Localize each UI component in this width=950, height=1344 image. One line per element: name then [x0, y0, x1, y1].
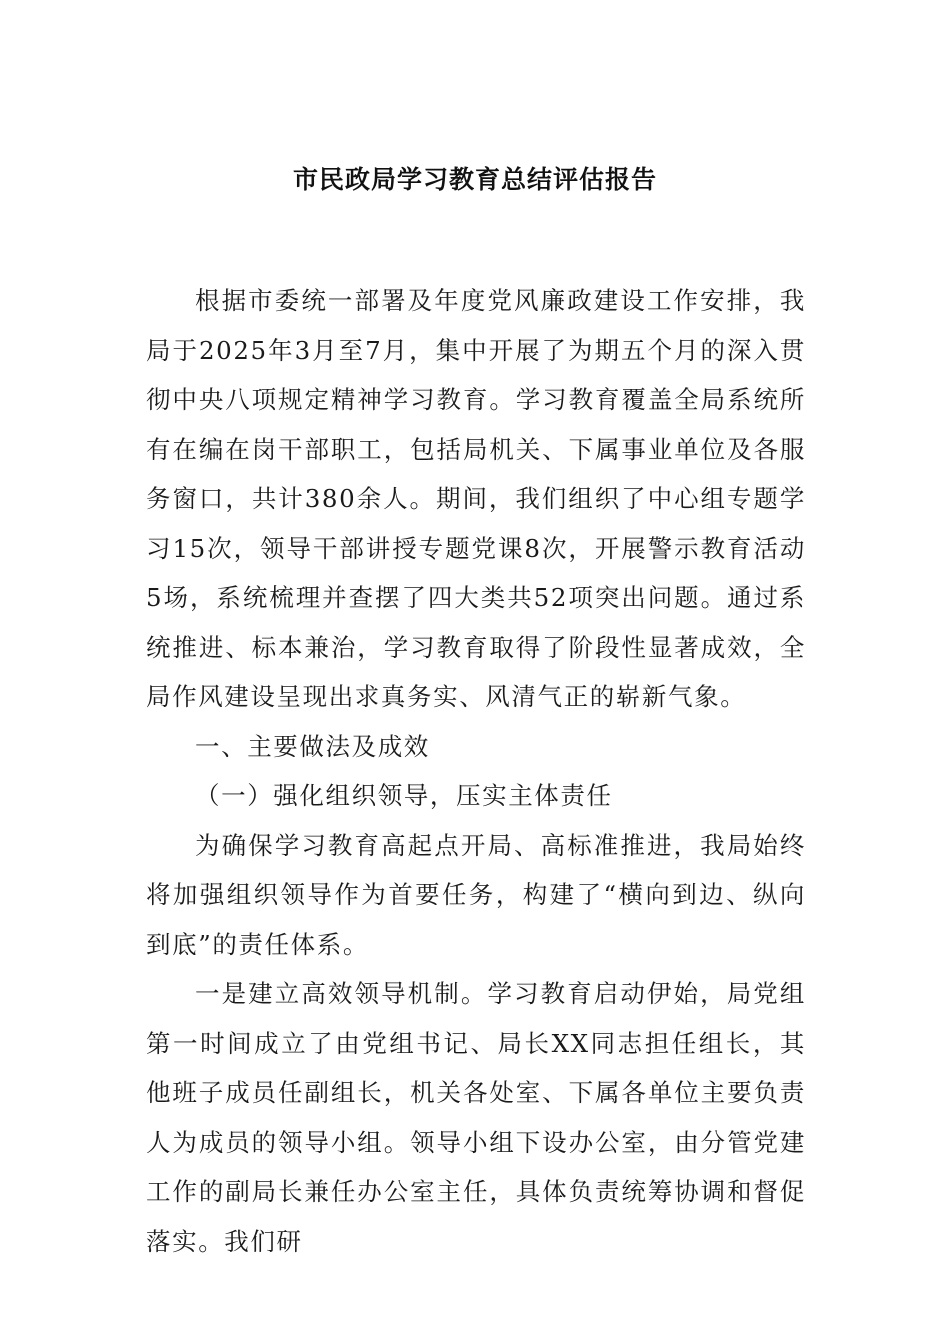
intro-paragraph: 根据市委统一部署及年度党风廉政建设工作安排，我局于2025年3月至7月，集中开展了为期五个月的深入贯彻中央八项规定精神学习教育。学习教育覆盖全局系统所有在编在岗干部职工，包括局机关、下属事业单位及各服务窗口，共计380余人。期间，我们组织了中心组专题学习15次，领导干部讲授专题党课8次，开展警示教育活动5场，系统梳理并查摆了四大类共52项突出问题。通过系统推进、标本兼治，学习教育取得了阶段性显著成效，全局作风建设呈现出求真务实、风清气正的崭新气象。	[146, 286, 806, 711]
subsection-heading: （一）强化组织领导，压实主体责任	[195, 781, 613, 810]
document-body	[146, 276, 806, 1266]
body-paragraph: 为确保学习教育高起点开局、高标准推进，我局始终将加强组织领导作为首要任务，构建了“横向到边、纵向到底”的责任体系。	[146, 830, 806, 959]
document-title: 市民政局学习教育总结评估报告	[292, 165, 657, 194]
body-paragraph: 一是建立高效领导机制。学习教育启动伊始，局党组第一时间成立了由党组书记、局长XX同志担任组长，其他班子成员任副组长，机关各处室、下属各单位主要负责人为成员的领导小组。领导小组下设办公室，由分管党建工作的副局长兼任办公室主任，具体负责统筹协调和督促落实。我们研	[146, 979, 806, 1256]
section-heading: 一、主要做法及成效	[195, 731, 430, 761]
